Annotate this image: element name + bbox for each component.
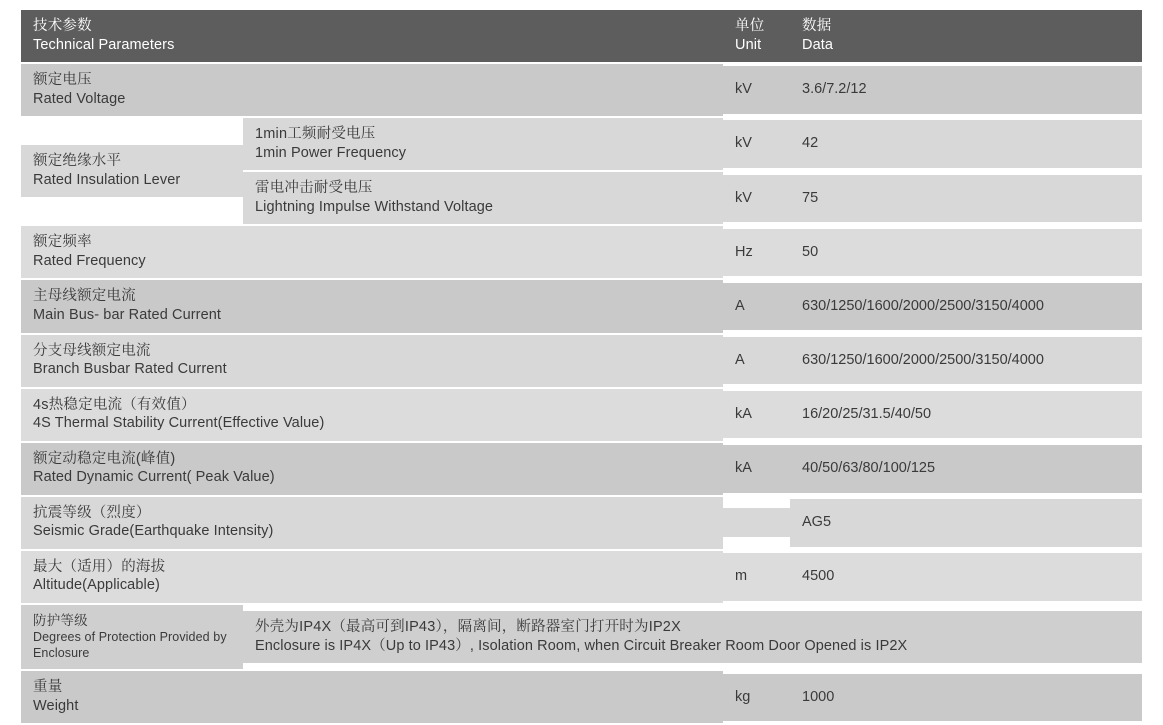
row-unit-cell [723, 389, 790, 441]
header-unit-cn: 单位 [735, 18, 765, 34]
sub-row-label-cn: 1min工频耐受电压 [255, 126, 376, 143]
row-data-cell [790, 118, 1142, 170]
row-data-cell [790, 280, 1142, 332]
header-cell-unit [723, 10, 790, 62]
row-label-cn: 额定动稳定电流(峰值) [33, 450, 176, 467]
row-unit: kV [723, 120, 790, 168]
row-unit: Hz [723, 229, 790, 277]
row-label-cn: 抗震等级（烈度） [33, 504, 151, 521]
row-label-en: Altitude(Applicable) [33, 577, 160, 594]
row-label-en: Rated Voltage [33, 90, 126, 107]
row-label-cell [21, 605, 243, 669]
row-unit: kV [723, 175, 790, 223]
header-cell-parameters [21, 10, 723, 62]
row-unit [723, 508, 790, 537]
table-header-row [21, 10, 1142, 62]
header-data-cn: 数据 [802, 18, 832, 34]
row-label-cell [21, 389, 723, 441]
table-row [21, 551, 1142, 603]
row-label-en: Rated Frequency [33, 252, 146, 269]
row-unit-cell [723, 443, 790, 495]
row-unit: kV [723, 66, 790, 114]
row-data: 3.6/7.2/12 [790, 66, 1142, 114]
row-label-cn: 重量 [33, 679, 63, 696]
table-row [21, 226, 1142, 278]
table-row [21, 497, 1142, 549]
row-data: 50 [790, 229, 1142, 277]
row-data-cell [790, 226, 1142, 278]
row-unit-cell [723, 172, 790, 224]
row-data: 630/1250/1600/2000/2500/3150/4000 [790, 337, 1142, 385]
row-label-cell [21, 671, 723, 723]
row-data-cell [790, 551, 1142, 603]
table-row [21, 671, 1142, 723]
row-label-cn: 额定电压 [33, 72, 92, 89]
row-unit-cell [723, 226, 790, 278]
row-data-cell [790, 172, 1142, 224]
row-label-cell [21, 335, 723, 387]
row-data-cell [790, 64, 1142, 116]
row-unit: A [723, 283, 790, 331]
header-parameters-cn: 技术参数 [33, 18, 92, 34]
header-parameters-en: Technical Parameters [33, 36, 175, 53]
row-label-cn: 分支母线额定电流 [33, 342, 151, 359]
row-unit: A [723, 337, 790, 385]
table-row [21, 389, 1142, 441]
row-data: 16/20/25/31.5/40/50 [790, 391, 1142, 439]
row-label-en: Rated Insulation Lever [33, 171, 181, 188]
sub-row-label-en: 1min Power Frequency [255, 144, 407, 161]
row-data: AG5 [790, 499, 1142, 547]
row-data: 75 [790, 175, 1142, 223]
row-label-cell [21, 226, 723, 278]
row-data-cell [790, 335, 1142, 387]
row-label-cn: 4s热稳定电流（有效值） [33, 396, 196, 413]
row-unit: m [723, 553, 790, 601]
technical-parameters-table [21, 8, 1142, 725]
row-unit-cell [723, 497, 790, 549]
row-label-cn: 主母线额定电流 [33, 288, 136, 305]
row-data-cn: 外壳为IP4X（最高可到IP43），隔离间，断路器室门打开时为IP2X [255, 619, 681, 636]
row-label-en: Degrees of Protection Provided by Enclosure [33, 630, 227, 661]
row-label-cell [21, 551, 723, 603]
table-row [21, 335, 1142, 387]
row-label-en: Branch Busbar Rated Current [33, 361, 227, 378]
row-data-cell-wide [243, 605, 1142, 669]
row-label-cn: 防护等级 [33, 613, 88, 629]
row-label-cn: 额定频率 [33, 234, 92, 251]
row-data: 40/50/63/80/100/125 [790, 445, 1142, 493]
sub-row-label-cell [243, 118, 723, 170]
table-row [21, 64, 1142, 116]
row-data-cell [790, 671, 1142, 723]
row-unit-cell [723, 551, 790, 603]
sub-row-label-cn: 雷电冲击耐受电压 [255, 180, 373, 197]
row-label-en: Seismic Grade(Earthquake Intensity) [33, 523, 274, 540]
row-unit: kg [723, 674, 790, 722]
row-unit-cell [723, 118, 790, 170]
row-unit-cell [723, 280, 790, 332]
row-data: 1000 [790, 674, 1142, 722]
row-data-cell [790, 389, 1142, 441]
header-unit-en: Unit [735, 36, 762, 53]
row-data: 42 [790, 120, 1142, 168]
table-row [21, 605, 1142, 669]
row-data-en: Enclosure is IP4X（Up to IP43）, Isolation Room, when Circuit Breaker Room Door Opened is IP2X [255, 637, 908, 654]
table-row [21, 443, 1142, 495]
row-label-en: 4S Thermal Stability Current(Effective Value) [33, 415, 325, 432]
sub-row-label-en: Lightning Impulse Withstand Voltage [255, 198, 494, 215]
row-label-en: Weight [33, 697, 79, 714]
row-unit: kA [723, 445, 790, 493]
row-unit-cell [723, 64, 790, 116]
row-data-cell [790, 443, 1142, 495]
row-data-cell [790, 497, 1142, 549]
table-row [21, 280, 1142, 332]
sub-row-label-cell [243, 172, 723, 224]
header-data-en: Data [802, 36, 834, 53]
row-unit-cell [723, 335, 790, 387]
row-label-cn: 最大（适用）的海拔 [33, 558, 166, 575]
row-label-cell [21, 280, 723, 332]
table-row [21, 118, 1142, 170]
header-cell-data [790, 10, 1142, 62]
row-data: 630/1250/1600/2000/2500/3150/4000 [790, 283, 1142, 331]
row-label-cell-merged [21, 118, 243, 224]
row-label-en: Main Bus- bar Rated Current [33, 307, 222, 324]
row-data: 4500 [790, 553, 1142, 601]
row-label-cell [21, 443, 723, 495]
row-label-en: Rated Dynamic Current( Peak Value) [33, 469, 275, 486]
row-label-cell [21, 64, 723, 116]
row-unit-cell [723, 671, 790, 723]
row-label-cell [21, 497, 723, 549]
row-unit: kA [723, 391, 790, 439]
row-label-cn: 额定绝缘水平 [33, 153, 122, 170]
